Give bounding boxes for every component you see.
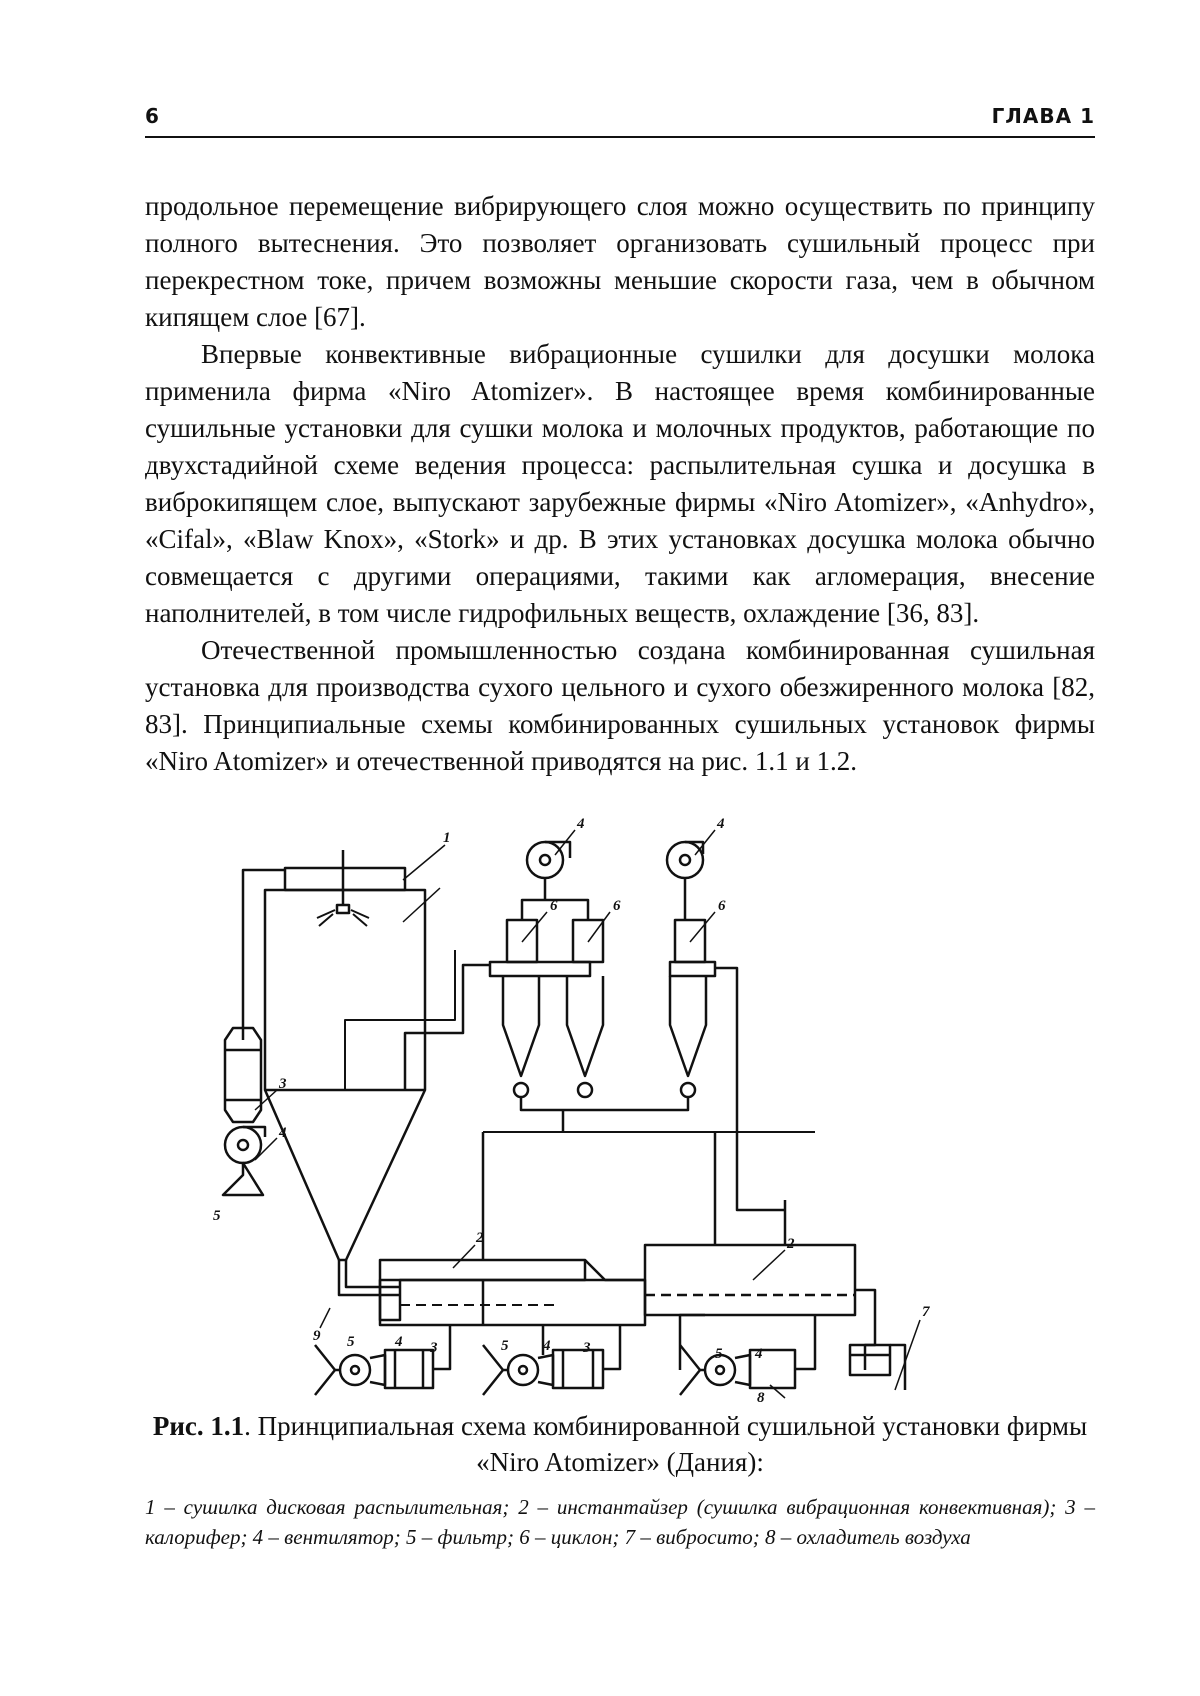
label-cyclone-3: 6 [718, 898, 726, 914]
label-filter-b3: 5 [715, 1346, 723, 1362]
label-fan-left: 4 [279, 1125, 287, 1141]
paragraph: Впервые конвективные вибрационные сушилки для досушки молока применила фирма «Niro Atomizer». В настоящее время комбинированные сушильные установки для сушки молока и молочных продуктов, работающие по двухстадийной схеме ведения процесса: распылительная сушка и досушка в виброкипящем слое, выпускают зарубежные фирмы «Niro Atomizer», «Anhydro», «Cifal», «Blaw Knox», «Stork» и др. В этих установках досушка молока обычно совмещается с другими операциями, такими как агломерация, внесение наполнителей, в том числе гидрофильных веществ, охлаждение [36, 83]. [145, 339, 1095, 628]
cyclone-3 [670, 920, 715, 1097]
paragraph: продольное перемещение вибрирующего слоя можно осуществить по принципу полного вытеснения. Это позволяет организовать сушильный процесс при перекрестном токе, причем возможны меньшие скорости газа, чем в обычном кипящем слое [67]. [145, 191, 1095, 332]
label-filter-b2: 5 [501, 1338, 509, 1354]
label-dryer: 1 [443, 830, 451, 846]
figure-label: Рис. 1.1 [152, 1411, 245, 1441]
body-text [145, 188, 1095, 780]
label-instantizer-left: 2 [476, 1230, 484, 1246]
label-cyclone-1: 6 [550, 898, 558, 914]
figure-diagram [213, 816, 1025, 1406]
cyclone-1 [490, 920, 590, 1097]
label-vibrosieve: 7 [922, 1304, 930, 1320]
label-filter-b1: 5 [347, 1334, 355, 1350]
label-instantizer-right: 2 [787, 1236, 795, 1252]
figure-caption-text: . Принципиальная схема комбинированной сушильной установки фирмы «Niro Atomizer» (Дания): [244, 1411, 1088, 1477]
fan-top-2 [667, 842, 703, 878]
label-heater-b2: 3 [583, 1340, 591, 1356]
label-fan-top2: 4 [717, 816, 725, 832]
page-header [145, 100, 1095, 138]
figure-legend: 1 – сушилка дисковая распылительная; 2 – инстантайзер (сушилка вибрационная конвективная); 3 – калорифер; 4 – вентилятор; 5 – фильтр; 6 – циклон; 7 – вибросито; 8 – охладитель воздуха [145, 1495, 1095, 1549]
label-fan-b1: 4 [395, 1334, 403, 1350]
bottom-unit-2 [483, 1325, 620, 1395]
instantizer-right [645, 1245, 855, 1315]
bottom-unit-3 [680, 1315, 815, 1395]
figure-caption [145, 1408, 1095, 1480]
cyclone-2 [567, 920, 603, 1097]
label-cyclone-2: 6 [613, 898, 621, 914]
page-number: 6 [145, 104, 159, 128]
vibrosieve [850, 1345, 890, 1375]
label-heater-b1: 3 [430, 1340, 438, 1356]
left-fan [225, 1127, 261, 1163]
bottom-unit-1 [315, 1325, 450, 1395]
label-fan-b3: 4 [755, 1346, 763, 1362]
label-filter-left: 5 [213, 1208, 221, 1224]
left-filter [223, 1163, 263, 1195]
label-heater-left: 3 [279, 1076, 287, 1092]
fan-top-1 [527, 842, 563, 878]
paragraph: Отечественной промышленностью создана комбинированная сушильная установка для производства сухого цельного и сухого обезжиренного молока [82, 83]. Принципиальные схемы комбинированных сушильных установок фирмы «Niro Atomizer» и отечественной приводятся на рис. 1.1 и 1.2. [145, 635, 1095, 776]
chapter-title: ГЛАВА 1 [991, 104, 1095, 128]
drying-plant-scheme [213, 816, 1025, 1406]
label-fan-b2: 4 [543, 1338, 551, 1354]
label-air-cooler: 8 [757, 1390, 765, 1406]
label-fan-top1: 4 [577, 816, 585, 832]
left-heater [225, 1028, 261, 1122]
label-outlet: 9 [313, 1328, 321, 1344]
dryer-roof [285, 868, 405, 890]
